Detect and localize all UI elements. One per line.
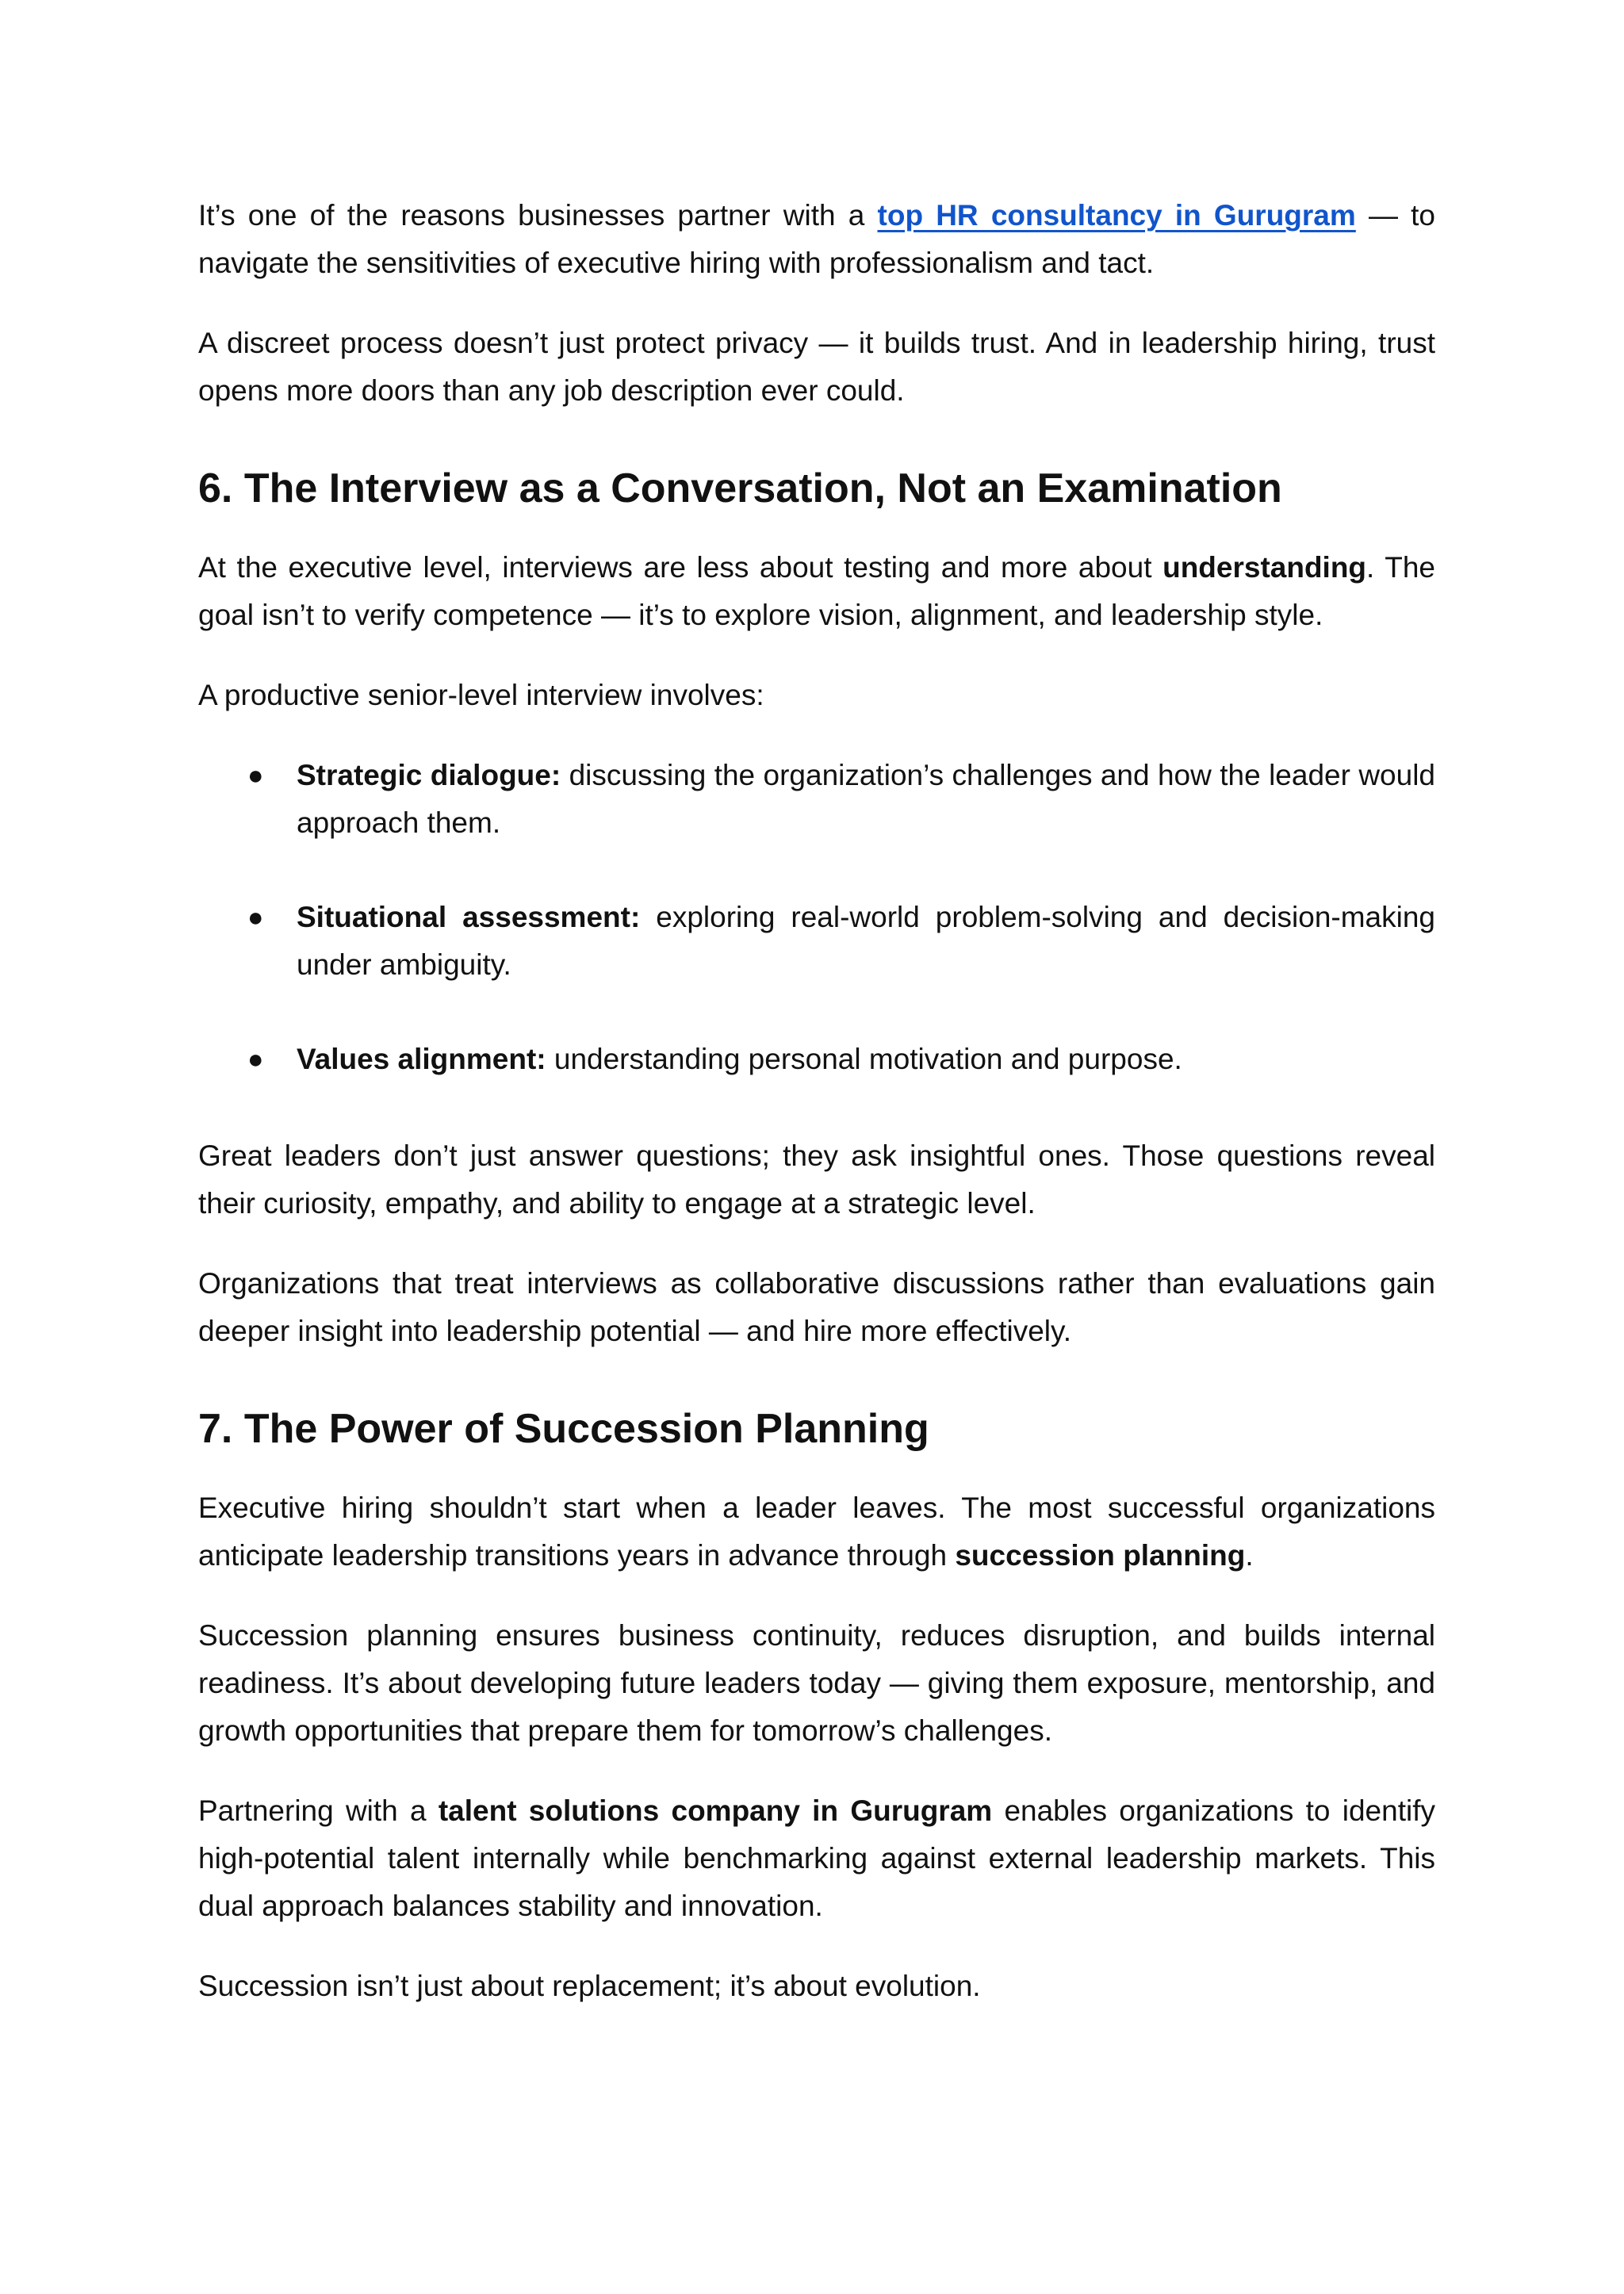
section-6-paragraph-4: Organizations that treat interviews as collaborative discussions rather than evaluations gain deeper insight into leadership potential — and hire more effectively.: [198, 1267, 1435, 1347]
section-7-paragraph-1: Executive hiring shouldn’t start when a leader leaves. The most successful organizations anticipate leadership transitions years in advance through succession planning.: [198, 1492, 1435, 1572]
section-7-heading: 7. The Power of Succession Planning: [198, 1406, 929, 1452]
interview-bullet-list: [198, 752, 1435, 1083]
list-item: ● Values alignment: understanding personal motivation and purpose.: [198, 1036, 1435, 1083]
section-7-paragraph-2: Succession planning ensures business continuity, reduces disruption, and builds internal readiness. It’s about developing future leaders today — giving them exposure, mentorship, and growth opportunities that prepare them for tomorrow’s challenges.: [198, 1619, 1435, 1747]
bullet-icon: ●: [247, 902, 264, 933]
bullet-icon: ●: [247, 1044, 264, 1074]
section-6-heading: 6. The Interview as a Conversation, Not an Examination: [198, 465, 1282, 511]
section-6-paragraph-2: A productive senior-level interview involves:: [198, 679, 764, 711]
section-6-paragraph-1: At the executive level, interviews are less about testing and more about understanding. The goal isn’t to verify competence — it’s to explore vision, alignment, and leadership style.: [198, 551, 1435, 631]
list-item: ● Strategic dialogue: discussing the organization’s challenges and how the leader would approach them.: [198, 752, 1435, 847]
bullet-icon: ●: [247, 760, 264, 791]
section-6-paragraph-3: Great leaders don’t just answer questions; they ask insightful ones. Those questions reveal their curiosity, empathy, and ability to engage at a strategic level.: [198, 1139, 1435, 1220]
document-content: [198, 192, 1435, 2043]
section-7-paragraph-3: Partnering with a talent solutions company in Gurugram enables organizations to identify high-potential talent internally while benchmarking against external leadership markets. This dual approach balances stability and innovation.: [198, 1794, 1435, 1922]
list-item: ● Situational assessment: exploring real-world problem-solving and decision-making under ambiguity.: [198, 894, 1435, 989]
section-7-paragraph-4: Succession isn’t just about replacement; it’s about evolution.: [198, 1970, 981, 2002]
hr-consultancy-link[interactable]: top HR consultancy in Gurugram: [877, 199, 1356, 232]
intro-paragraph-1: It’s one of the reasons businesses partner with a top HR consultancy in Gurugram — to navigate the sensitivities of executive hiring with professionalism and tact.: [198, 199, 1435, 279]
intro-paragraph-2: A discreet process doesn’t just protect privacy — it builds trust. And in leadership hiring, trust opens more doors than any job description ever could.: [198, 327, 1435, 407]
